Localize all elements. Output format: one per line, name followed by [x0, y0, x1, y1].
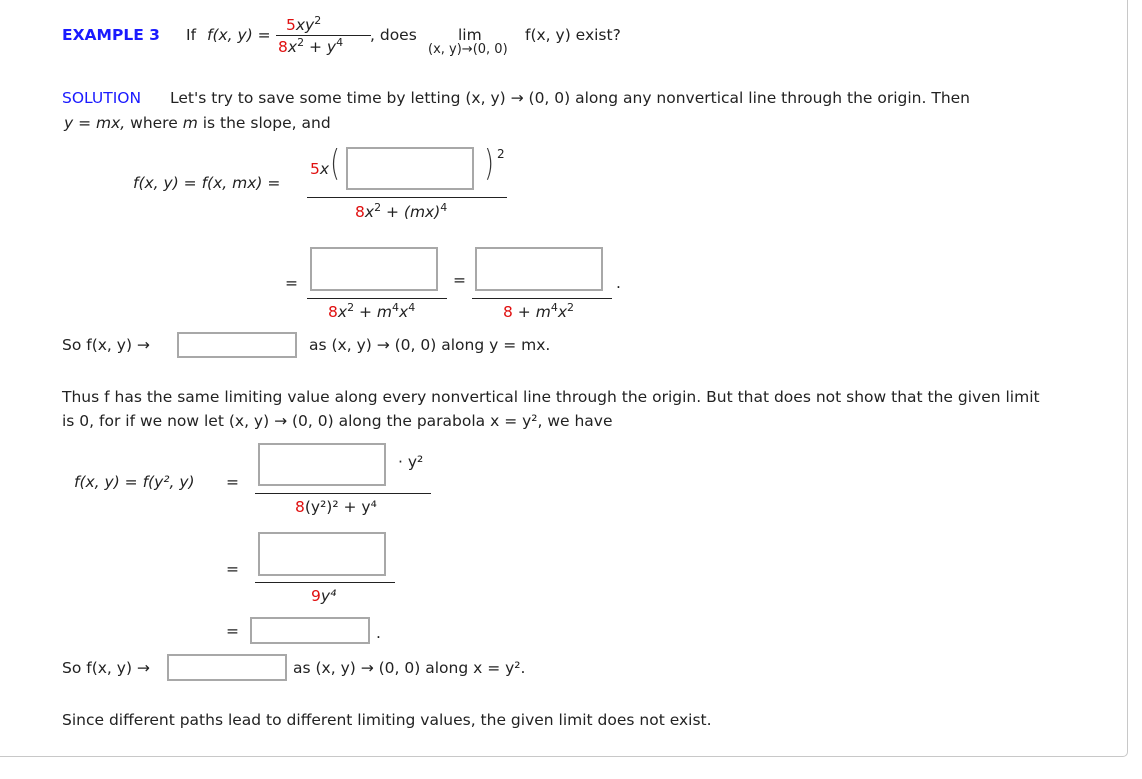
- function-lhs: f(x, y) =: [207, 26, 271, 44]
- frac3-denominator: $8 + m^4x^2$: [503, 301, 575, 321]
- parabola-limit-input[interactable]: [167, 654, 287, 681]
- period: .: [376, 624, 381, 642]
- question-suffix: f(x, y) exist?: [525, 26, 621, 44]
- frac2-bar: [307, 298, 447, 299]
- parabola-frac2-denominator: 9y⁴: [311, 587, 337, 605]
- frac2-denominator: $8x^2 + m^4x^4$: [328, 301, 416, 321]
- frac1-num-prefix: 5x: [310, 160, 330, 178]
- equals-sign: =: [226, 622, 239, 640]
- reduced-numerator-input[interactable]: [475, 247, 603, 291]
- parabola-so-prefix: So f(x, y) →: [62, 659, 150, 677]
- function-numerator: $5xy^2$: [286, 14, 322, 34]
- frac1-denominator: $8x^2 + (mx)^4$: [355, 201, 448, 221]
- parabola-frac2-bar: [255, 582, 395, 583]
- frac1-bar: [307, 197, 507, 198]
- function-fraction-bar: [276, 35, 371, 36]
- parabola-so-suffix: as (x, y) → (0, 0) along x = y².: [293, 659, 526, 677]
- simplified-value-input[interactable]: [250, 617, 370, 644]
- line-path-so-prefix: So f(x, y) →: [62, 336, 150, 354]
- parabola-lhs: f(x, y) = f(y², y): [74, 473, 195, 491]
- parabola-frac1-denominator: 8(y²)² + y⁴: [295, 498, 377, 516]
- equals-sign: =: [285, 274, 298, 292]
- question-mid: , does: [370, 26, 417, 44]
- equals-sign: =: [453, 271, 466, 289]
- function-denominator: $8x^2 + y^4$: [278, 36, 344, 56]
- numerator-factor-input[interactable]: [258, 443, 386, 486]
- simplified-numerator-input[interactable]: [310, 247, 438, 291]
- thus-line1: Thus f has the same limiting value along every nonvertical line through the origin. But that does not show that the given limit: [62, 388, 1040, 406]
- frac1-exponent: 2: [497, 147, 505, 161]
- combined-numerator-input[interactable]: [258, 532, 386, 576]
- solution-label: SOLUTION: [62, 89, 142, 107]
- equals-sign: =: [226, 473, 239, 491]
- equals-sign: =: [226, 560, 239, 578]
- example-heading: EXAMPLE 3: [62, 26, 160, 44]
- line-path-lhs: f(x, y) = f(x, mx) =: [133, 174, 281, 192]
- left-paren: (: [330, 143, 340, 184]
- conclusion: Since different paths lead to different limiting values, the given limit does not exist.: [62, 711, 712, 729]
- question-prefix: If: [186, 26, 197, 44]
- frac3-bar: [472, 298, 612, 299]
- solution-line1: Let's try to save some time by letting (x, y) → (0, 0) along any nonvertical line through the origin. Then: [170, 89, 970, 107]
- frac1-tail: · y²: [398, 453, 424, 471]
- lim-subscript: (x, y)→(0, 0): [428, 42, 508, 57]
- line-limit-input[interactable]: [177, 332, 297, 358]
- solution-line2: y = mx, where m is the slope, and: [64, 114, 331, 132]
- line-path-so-suffix: as (x, y) → (0, 0) along y = mx.: [309, 336, 551, 354]
- period: .: [616, 274, 621, 292]
- inner-square-input[interactable]: [346, 147, 474, 190]
- lim-label: lim: [458, 26, 482, 44]
- right-paren: ): [484, 143, 494, 184]
- thus-line2: is 0, for if we now let (x, y) → (0, 0) along the parabola x = y², we have: [62, 412, 613, 430]
- parabola-frac1-bar: [255, 493, 431, 494]
